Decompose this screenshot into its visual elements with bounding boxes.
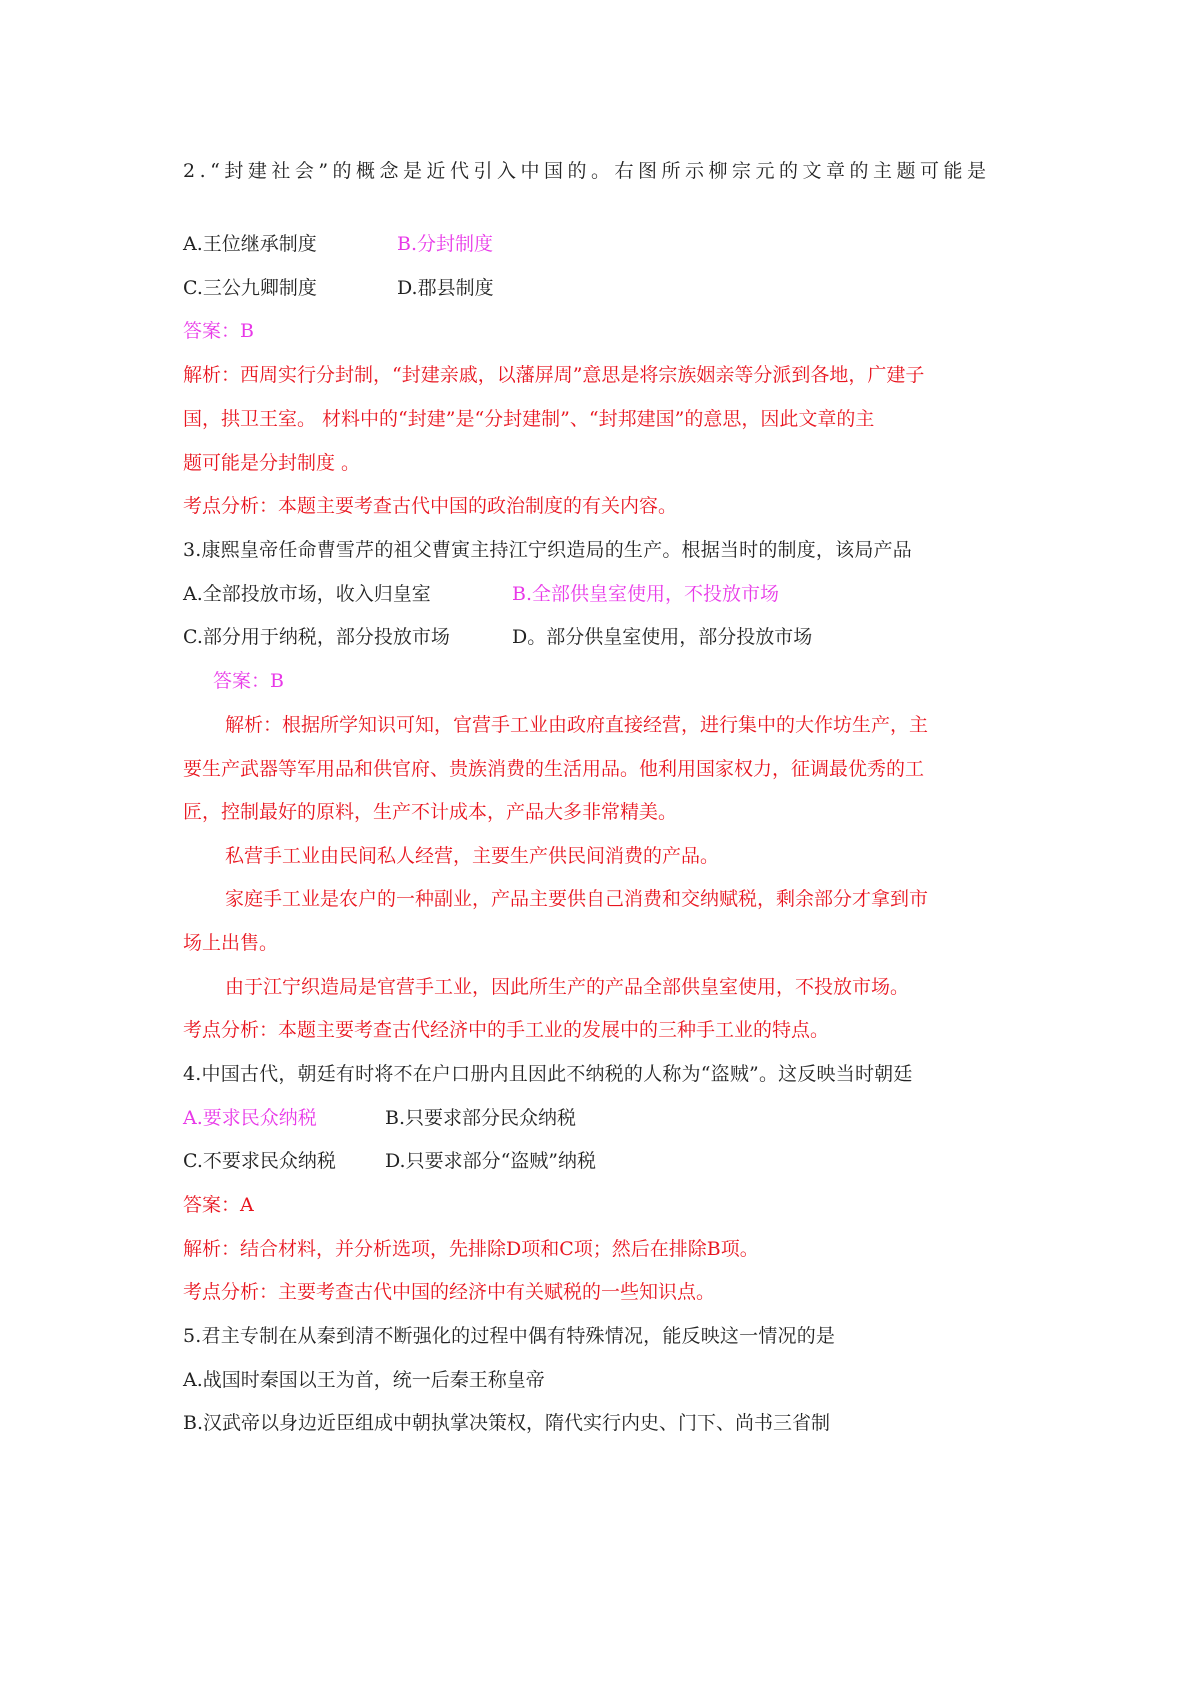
q3-analysis-line-4: 私营手工业由民间私人经营，主要生产供民间消费的产品。 [225, 845, 720, 867]
q2-point-analysis: 考点分析：本题主要考查古代中国的政治制度的有关内容。 [183, 495, 678, 517]
q3-analysis-line-1: 解析：根据所学知识可知，官营手工业由政府直接经营，进行集中的大作坊生产，主 [225, 714, 929, 736]
q5-option-b: B.汉武帝以身边近臣组成中朝执掌决策权，隋代实行内史、门下、尚书三省制 [183, 1412, 831, 1434]
q3-option-a: A.全部投放市场，收入归皇室 [183, 583, 431, 605]
q3-analysis-line-6: 场上出售。 [183, 932, 279, 954]
q2-analysis-line-2: 国，拱卫王室。 材料中的“封建”是“分封建制”、“封邦建国”的意思，因此文章的主 [183, 408, 875, 430]
q4-option-c: C.不要求民众纳税 [183, 1150, 336, 1172]
q2-option-c: C.三公九卿制度 [183, 277, 317, 299]
q4-point-analysis: 考点分析：主要考查古代中国的经济中有关赋税的一些知识点。 [183, 1281, 716, 1303]
q4-stem: 4.中国古代，朝廷有时将不在户口册内且因此不纳税的人称为“盗贼”。这反映当时朝廷 [183, 1063, 913, 1085]
q2-analysis-line-1: 解析：西周实行分封制，“封建亲戚，以藩屏周”意思是将宗族姻亲等分派到各地，广建子 [183, 364, 925, 386]
q4-analysis-line-1: 解析：结合材料，并分析选项，先排除D项和C项；然后在排除B项。 [183, 1238, 759, 1260]
q2-answer: 答案：B [183, 320, 254, 342]
q2-stem: 2.“封建社会”的概念是近代引入中国的。右图所示柳宗元的文章的主题可能是 [183, 160, 991, 182]
q2-option-a: A.王位继承制度 [183, 233, 317, 255]
q3-stem: 3.康熙皇帝任命曹雪芹的祖父曹寅主持江宁织造局的生产。根据当时的制度，该局产品 [183, 539, 912, 561]
q4-answer: 答案：A [183, 1194, 254, 1216]
q3-analysis-line-7: 由于江宁织造局是官营手工业，因此所生产的产品全部供皇室使用，不投放市场。 [225, 976, 910, 998]
q2-option-b: B.分封制度 [397, 233, 494, 255]
q3-point-analysis: 考点分析：本题主要考查古代经济中的手工业的发展中的三种手工业的特点。 [183, 1019, 830, 1041]
q2-option-d: D.郡县制度 [397, 277, 494, 299]
q2-analysis-line-3: 题可能是分封制度 。 [183, 452, 361, 474]
q4-option-a: A.要求民众纳税 [183, 1107, 317, 1129]
q3-option-b: B.全部供皇室使用，不投放市场 [512, 583, 780, 605]
q3-analysis-line-3: 匠，控制最好的原料，生产不计成本，产品大多非常精美。 [183, 801, 678, 823]
q3-answer: 答案：B [213, 670, 284, 692]
q3-analysis-line-5: 家庭手工业是农户的一种副业，产品主要供自己消费和交纳赋税，剩余部分才拿到市 [225, 888, 929, 910]
q5-stem: 5.君主专制在从秦到清不断强化的过程中偶有特殊情况，能反映这一情况的是 [183, 1325, 836, 1347]
q4-option-d: D.只要求部分“盗贼”纳税 [385, 1150, 597, 1172]
q3-option-c: C.部分用于纳税，部分投放市场 [183, 626, 450, 648]
q3-option-d: D。部分供皇室使用，部分投放市场 [512, 626, 813, 648]
q3-analysis-line-2: 要生产武器等军用品和供官府、贵族消费的生活用品。他利用国家权力，征调最优秀的工 [183, 758, 925, 780]
q4-option-b: B.只要求部分民众纳税 [385, 1107, 577, 1129]
q5-option-a: A.战国时秦国以王为首，统一后秦王称皇帝 [183, 1369, 545, 1391]
